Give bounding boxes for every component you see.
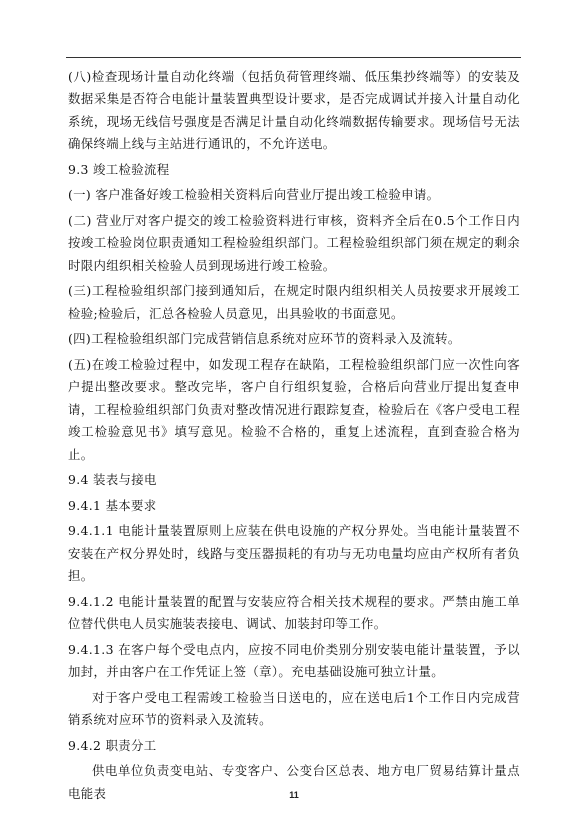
header-rule [66, 57, 521, 58]
paragraph-check-terminal: (八)检查现场计量自动化终端（包括负荷管理终端、低压集抄终端等）的安装及数据采集是否符合电能计量装置典型设计要求，是否完成调试并接入计量自动化系统，现场无线信号强度是否满足计量自动化终端数据传输要求。现场信号无法确保终端上线与主站进行通讯的，不允许送电。 [68, 69, 520, 152]
document-body [68, 66, 520, 808]
paragraph-9-4-1-1: 9.4.1.1 电能计量装置原则上应装在供电设施的产权分界处。当电能计量装置不安装在产权分界处时，线路与变压器损耗的有功与无功电量均应由产权所有者负担。 [68, 523, 520, 584]
paragraph-step-5: (五)在竣工检验过程中，如发现工程存在缺陷，工程检验组织部门应一次性向客户提出整改要求。整改完毕，客户自行组织复验，合格后向营业厅提出复查申请，工程检验组织部门负责对整改情况进行跟踪复查，检验后在《客户受电工程竣工检验意见书》填写意见。检验不合格的，重复上述流程，直到查验合格为止。 [68, 357, 520, 462]
page-number: 11 [289, 790, 299, 800]
section-heading-9-4-2: 9.4.2 职责分工 [68, 737, 157, 753]
paragraph-9-4-1-2: 9.4.1.2 电能计量装置的配置与安装应符合相关技术规程的要求。严禁由施工单位替代供电人员实施装表接电、调试、加装封印等工作。 [68, 593, 520, 632]
section-heading-9-4-1: 9.4.1 基本要求 [68, 497, 157, 513]
paragraph-step-2: (二) 营业厅对客户提交的竣工检验资料进行审核，资料齐全后在0.5个工作日内按竣工检验岗位职责通知工程检验组织部门。工程检验组织部门须在规定的剩余时限内组织相关检验人员到现场进行竣工检验。 [68, 213, 520, 273]
paragraph-9-4-1-3: 9.4.1.3 在客户每个受电点内，应按不同电价类别分别安装电能计量装置，予以加封，并由客户在工作凭证上签（章）。充电基础设施可独立计量。 [68, 641, 520, 680]
paragraph-step-4: (四)工程检验组织部门完成营销信息系统对应环节的资料录入及流转。 [68, 331, 461, 347]
paragraph-step-1: (一) 客户准备好竣工检验相关资料后向营业厅提出竣工检验申请。 [68, 187, 440, 203]
paragraph-same-day-power: 对于客户受电工程需竣工检验当日送电的，应在送电后1个工作日内完成营销系统对应环节的资料录入及流转。 [68, 689, 520, 728]
section-heading-9-3: 9.3 竣工检验流程 [68, 161, 170, 177]
section-heading-9-4: 9.4 装表与接电 [68, 472, 157, 488]
paragraph-responsibility: 供电单位负责变电站、专变客户、公变台区总表、地方电厂贸易结算计量点电能表 [68, 763, 520, 801]
paragraph-step-3: (三)工程检验组织部门接到通知后，在规定时限内组织相关人员按要求开展竣工检验;检验后，汇总各检验人员意见，出具验收的书面意见。 [68, 283, 520, 321]
